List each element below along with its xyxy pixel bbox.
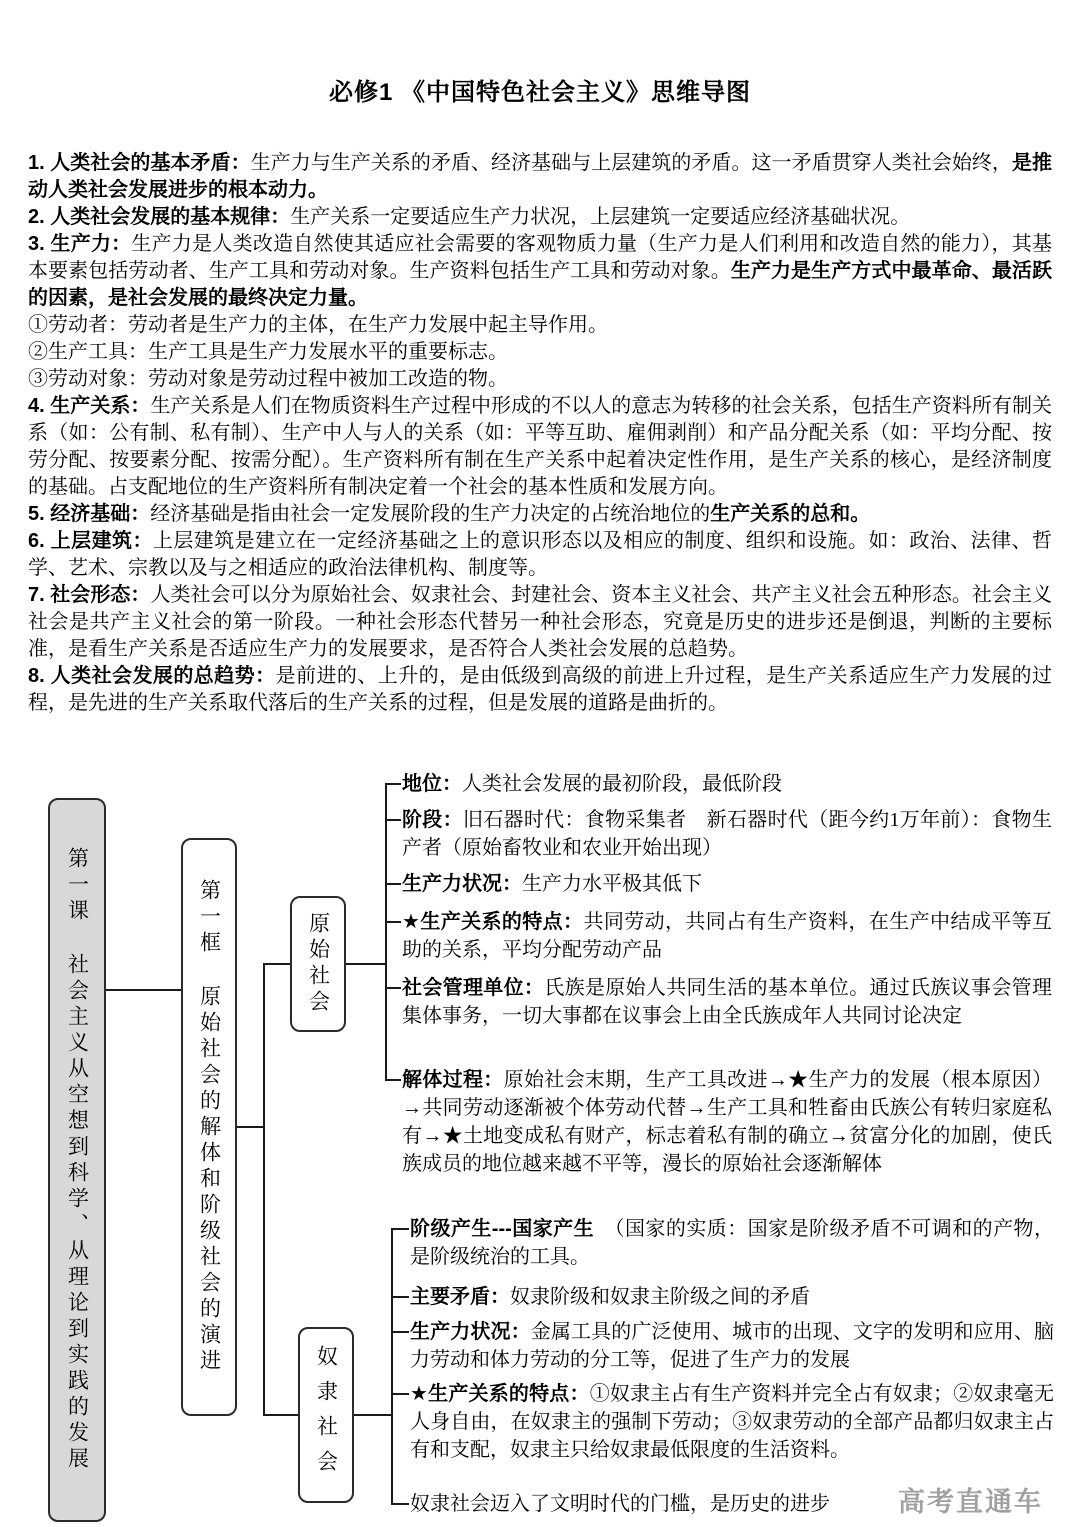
definition-general-trend: 8. 人类社会发展的总趋势：是前进的、上升的，是由低级到高级的前进上升过程，是生产关系适应生产力发展的过程，是先进的生产关系取代落后的生产关系的过程，但是发展的道路是曲折的。: [28, 665, 1053, 714]
mindmap-node-primitive-society: [290, 896, 346, 1032]
branch-primitive-disintegration: 解体过程：原始社会末期，生产工具改进→★生产力的发展（根本原因）→共同劳动逐渐被个体劳动代替→生产工具和牲畜由氏族公有转归家庭私有→★土地变成私有财产，标志着私有制的确立→贫富分化的加剧，使氏族成员的地位越来越不平等，漫长的原始社会逐渐解体: [402, 1069, 1053, 1175]
frame-text: 原始社会的解体和阶级社会的演进: [197, 985, 222, 1375]
definition-laborer: ①劳动者：劳动者是生产力的主体，在生产力发展中起主导作用。: [28, 314, 608, 336]
definition-basic-law: 2. 人类社会发展的基本规律：生产关系一定要适应生产力状况，上层建筑一定要适应经济基础状况。: [28, 206, 911, 228]
definition-social-forms: 7. 社会形态：人类社会可以分为原始社会、奴隶社会、封建社会、资本主义社会、共产主义社会五种形态。社会主义社会是共产主义社会的第一阶段。一种社会形态代替另一种社会形态，究竟是历史的进步还是倒退，判断的主要标准，是看生产关系是否适应生产力的发展要求，是否符合人类社会发展的总趋势。: [28, 584, 1052, 660]
mindmap-node-slave-society: [298, 1327, 354, 1503]
lesson-text: 社会主义从空想到科学、从理论到实践的发展: [65, 953, 90, 1473]
definition-production-relations: 4. 生产关系：生产关系是人们在物质资料生产过程中形成的不以人的意志为转移的社会关系，包括生产资料所有制关系（如：公有制、私有制）、生产中人与人的关系（如：平等互助、雇佣剥削）和产品分配关系（如：平均分配、按劳分配、按要素分配、按需分配）。生产资料所有制在生产关系中起着决定性作用，是生产关系的核心，是经济制度的基础。占支配地位的生产资料所有制决定着一个社会的基本性质和发展方向。: [28, 395, 1052, 498]
definition-labor-object: ③劳动对象：劳动对象是劳动过程中被加工改造的物。: [28, 368, 508, 390]
definitions-section: [28, 150, 1052, 717]
mindmap-node-frame-1: [181, 838, 237, 1416]
frame-heading: 第一框: [197, 879, 222, 957]
mindmap-node-lesson-1: [48, 798, 106, 1522]
definition-basic-contradiction: 1. 人类社会的基本矛盾：生产力与生产关系的矛盾、经济基础与上层建筑的矛盾。这一矛盾贯穿人类社会始终，是推动人类社会发展进步的根本动力。: [28, 152, 1053, 201]
branch-primitive-management: 社会管理单位：氏族是原始人共同生活的基本单位。通过氏族议事会管理集体事务，一切大事都在议事会上由全氏族成年人共同讨论决定: [402, 977, 1053, 1027]
branch-primitive-productivity: 生产力状况：生产力水平极其低下: [402, 873, 702, 895]
slave-society-label: 奴隶社会: [314, 1345, 339, 1485]
page-title: 必修1 《中国特色社会主义》思维导图: [328, 79, 751, 106]
branch-slave-progress: 奴隶社会迈入了文明时代的门槛，是历史的进步: [410, 1493, 830, 1515]
definition-superstructure: 6. 上层建筑：上层建筑是建立在一定经济基础之上的意识形态以及相应的制度、组织和设施。如：政治、法律、哲学、艺术、宗教以及与之相适应的政治法律机构、制度等。: [28, 530, 1052, 579]
branch-slave-class-state: 阶级产生---国家产生 （国家的实质：国家是阶级矛盾不可调和的产物，是阶级统治的工具。: [410, 1218, 1055, 1268]
watermark: 高考直通车: [898, 1487, 1043, 1517]
primitive-society-label: 原始社会: [306, 912, 331, 1016]
definition-economic-base: 5. 经济基础：经济基础是指由社会一定发展阶段的生产力决定的占统治地位的生产关系的总和。: [28, 503, 871, 525]
branch-primitive-position: 地位：人类社会发展的最初阶段，最低阶段: [402, 773, 782, 795]
branch-slave-contradiction: 主要矛盾：奴隶阶级和奴隶主阶级之间的矛盾: [410, 1286, 810, 1308]
branch-primitive-stages: 阶段：旧石器时代：食物采集者 新石器时代（距今约1万年前）：食物生产者（原始畜牧业和农业开始出现）: [402, 809, 1052, 859]
branch-slave-productivity: 生产力状况：金属工具的广泛使用、城市的出现、文字的发明和应用、脑力劳动和体力劳动的分工等，促进了生产力的发展: [410, 1321, 1055, 1371]
branch-primitive-relations: ★生产关系的特点：共同劳动，共同占有生产资料，在生产中结成平等互助的关系，平均分配劳动产品: [402, 911, 1052, 961]
lesson-heading: 第一课: [65, 847, 90, 925]
definition-production-tools: ②生产工具：生产工具是生产力发展水平的重要标志。: [28, 341, 508, 363]
branch-slave-relations: ★生产关系的特点：①奴隶主占有生产资料并完全占有奴隶；②奴隶毫无人身自由，在奴隶主的强制下劳动；③奴隶劳动的全部产品都归奴隶主占有和支配，奴隶主只给奴隶最低限度的生活资料。: [410, 1383, 1055, 1461]
definition-productive-forces: 3. 生产力：生产力是人类改造自然使其适应社会需要的客观物质力量（生产力是人们利用和改造自然的能力），其基本要素包括劳动者、生产工具和劳动对象。生产资料包括生产工具和劳动对象。生产力是生产方式中最革命、最活跃的因素，是社会发展的最终决定力量。: [28, 233, 1053, 309]
